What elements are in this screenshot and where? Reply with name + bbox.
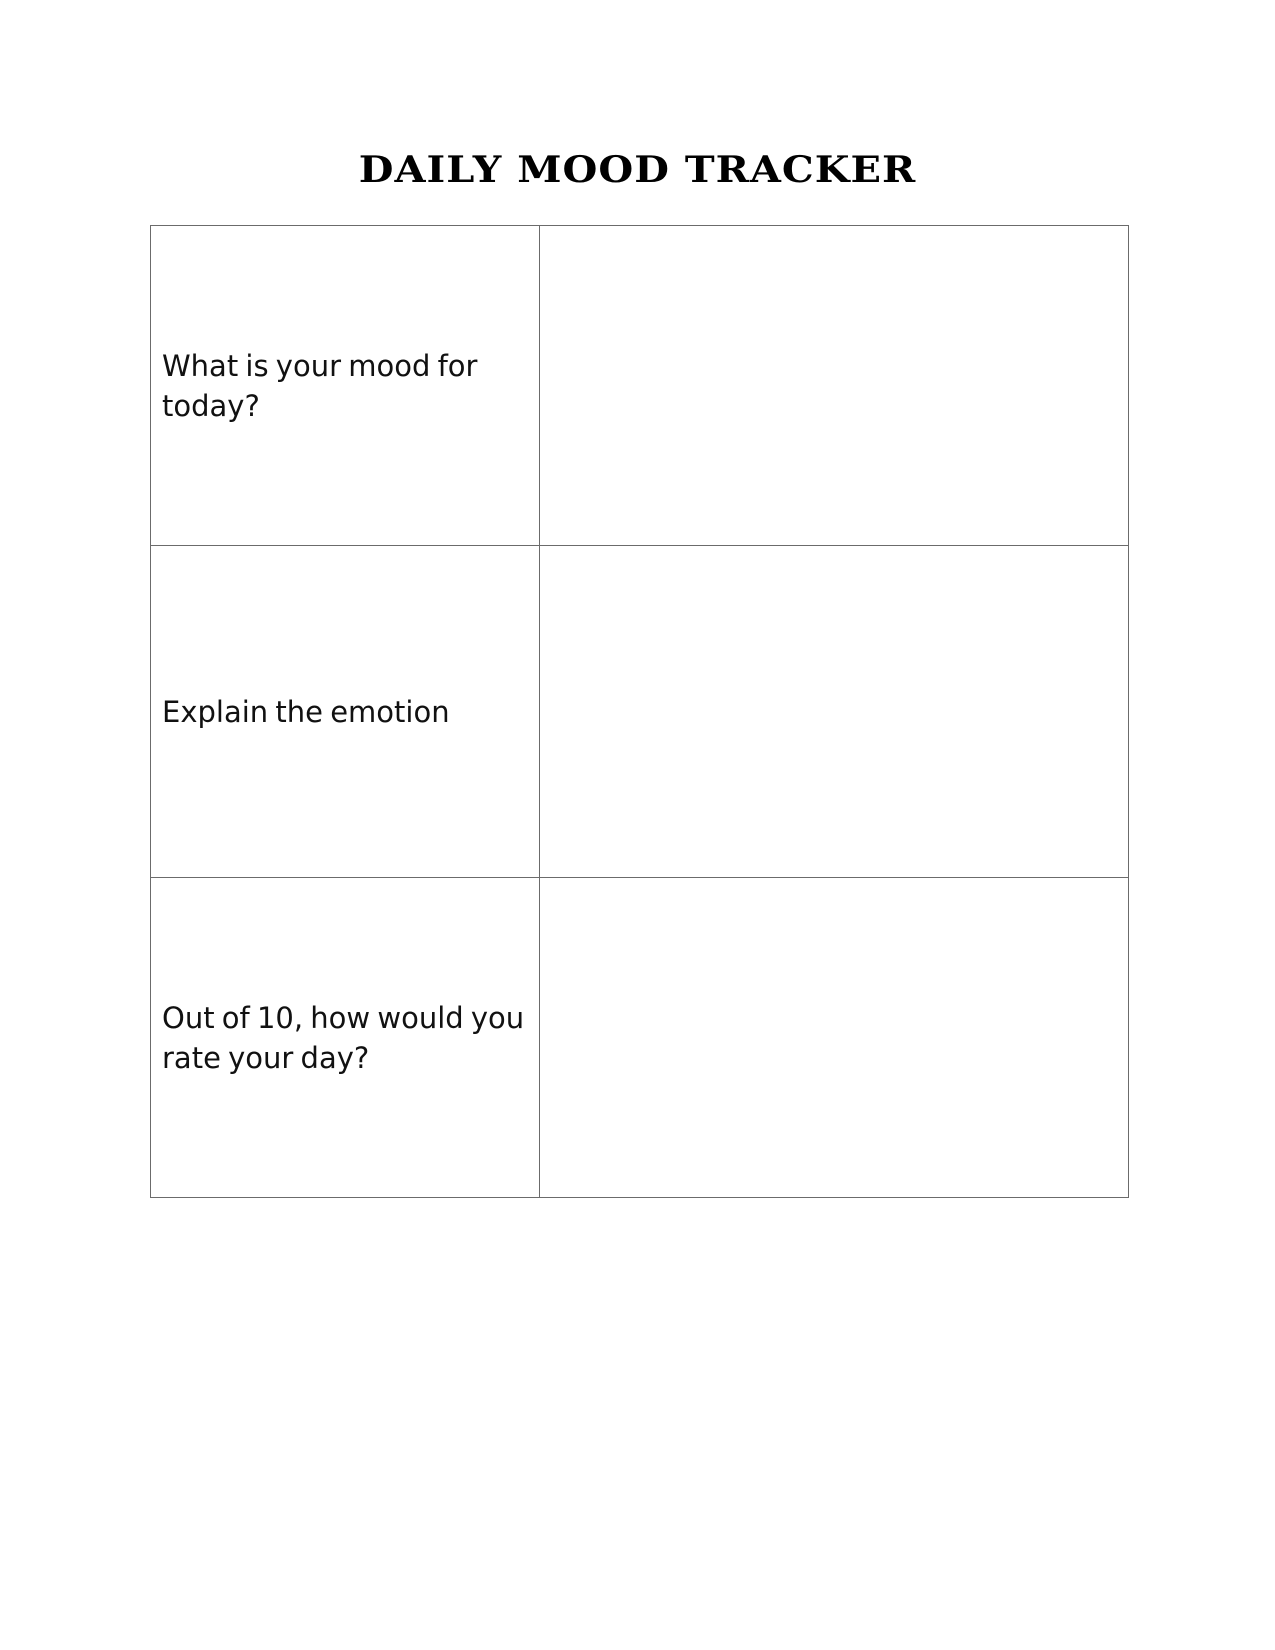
answer-cell-rating[interactable] <box>540 878 1129 1198</box>
mood-tracker-table <box>150 225 1129 1198</box>
question-label-emotion: Explain the emotion <box>162 694 450 729</box>
question-cell <box>151 226 540 546</box>
answer-cell-emotion[interactable] <box>540 546 1129 878</box>
question-label-rating: Out of 10, how would you rate your day? <box>162 1000 525 1075</box>
table-row <box>151 226 1129 546</box>
question-cell <box>151 878 540 1198</box>
table-row <box>151 546 1129 878</box>
answer-cell-mood[interactable] <box>540 226 1129 546</box>
page-title: DAILY MOOD TRACKER <box>358 147 917 192</box>
question-cell <box>151 546 540 878</box>
table-row <box>151 878 1129 1198</box>
question-label-mood: What is your mood for today? <box>162 348 478 423</box>
